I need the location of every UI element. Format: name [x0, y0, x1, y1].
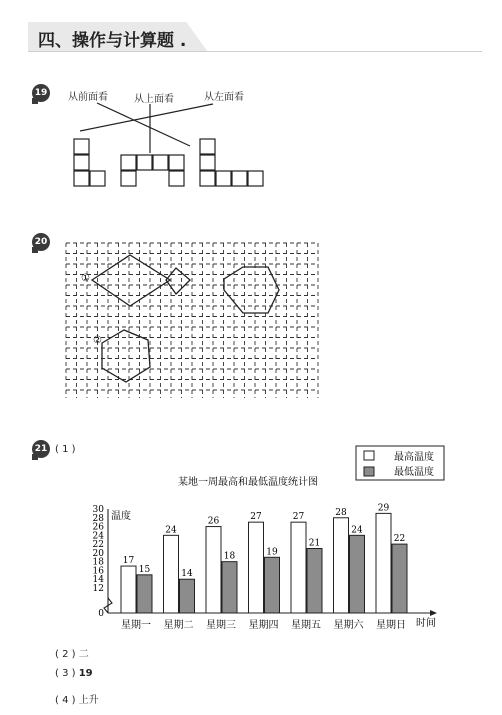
category-label: 星期三: [206, 620, 236, 631]
y-tick-label: 30: [92, 505, 104, 515]
view-shape-a: [74, 139, 105, 186]
data-label-high: 27: [292, 512, 305, 523]
x-axis-arrow: [430, 610, 437, 616]
q20-grid-figure: [0, 230, 502, 405]
y-tick-label: 28: [92, 513, 104, 524]
data-label-high: 26: [207, 516, 220, 527]
question-19-badge: 19: [32, 84, 50, 102]
q19-views-figure: [0, 0, 502, 200]
y-tick-labels: [93, 505, 105, 619]
data-label-low: 21: [308, 538, 321, 549]
category-label: 星期四: [248, 620, 279, 631]
bar-high: [164, 535, 179, 613]
bar-high: [121, 566, 136, 613]
part-2-answer: ( 2 ) 二: [55, 649, 89, 660]
category-labels: [121, 618, 406, 631]
part-3-prefix: ( 3 ): [55, 668, 79, 679]
y-tick-label: 18: [92, 557, 104, 568]
y-tick-label: 24: [92, 531, 104, 542]
category-label: 星期日: [376, 620, 406, 631]
part-4-answer: ( 4 ) 上升: [55, 695, 99, 706]
bar-low: [265, 557, 280, 613]
x-axis-label: 时间: [416, 618, 436, 629]
question-20-badge: 20: [32, 233, 50, 251]
category-label: 星期六: [333, 620, 364, 631]
bar-high: [376, 513, 391, 613]
bar-high: [334, 518, 349, 613]
bar-low: [392, 544, 407, 613]
view-front-label: 从前面看: [68, 92, 108, 103]
data-label-high: 28: [335, 507, 347, 518]
data-label-high: 29: [377, 503, 390, 514]
dotted-grid: [66, 243, 318, 398]
bar-high: [249, 522, 264, 613]
view-shape-c: [200, 139, 263, 186]
label-shape-2: ②: [93, 335, 102, 346]
legend-low-label: 最低温度: [394, 467, 434, 478]
bars: [121, 503, 407, 613]
part-3-value: 19: [78, 668, 93, 679]
rhombus-large: [92, 255, 170, 306]
legend-high-label: 最高温度: [394, 452, 434, 463]
y-tick-label: 12: [92, 584, 104, 594]
question-21-badge: 21: [32, 440, 50, 458]
category-label: 星期一: [121, 620, 151, 631]
section-title: 四、操作与计算题 .: [38, 31, 187, 51]
bar-low: [350, 535, 365, 613]
part-1-label: ( 1 ): [55, 444, 76, 455]
y-tick-label: 22: [92, 540, 104, 551]
category-label: 星期二: [163, 620, 194, 631]
data-label-high: 17: [122, 556, 135, 567]
temperature-chart: [0, 438, 502, 638]
view-left-label: 从左面看: [204, 92, 244, 103]
data-label-low: 18: [223, 551, 236, 562]
data-label-low: 19: [266, 547, 278, 558]
bar-low: [137, 575, 152, 613]
bar-low: [222, 562, 237, 613]
bar-high: [206, 527, 221, 613]
legend-low-swatch: [364, 467, 374, 476]
data-label-low: 24: [351, 525, 363, 536]
y-tick-label: 14: [92, 575, 104, 586]
data-label-low: 22: [393, 534, 406, 545]
y-axis-label: 温度: [111, 511, 131, 522]
bar-low: [180, 579, 195, 613]
legend-high-swatch: [364, 451, 374, 460]
part-3-answer: [55, 668, 93, 679]
view-top-label: 从上面看: [134, 94, 174, 105]
connector-line: [80, 104, 213, 131]
y-tick-label: 26: [92, 522, 104, 533]
view-shape-b: [121, 155, 184, 186]
data-label-high: 24: [165, 525, 177, 536]
bar-low: [307, 549, 322, 614]
bar-high: [291, 522, 306, 613]
data-label-low: 14: [181, 569, 193, 580]
category-label: 星期五: [291, 620, 321, 631]
data-label-low: 15: [138, 564, 151, 575]
y-tick-label: 0: [98, 609, 104, 619]
y-tick-label: 16: [92, 566, 104, 577]
y-tick-label: 20: [92, 548, 104, 559]
label-shape-1: ①: [81, 273, 90, 284]
chart-title: 某地一周最高和最低温度统计图: [178, 477, 318, 488]
data-label-high: 27: [250, 512, 262, 523]
